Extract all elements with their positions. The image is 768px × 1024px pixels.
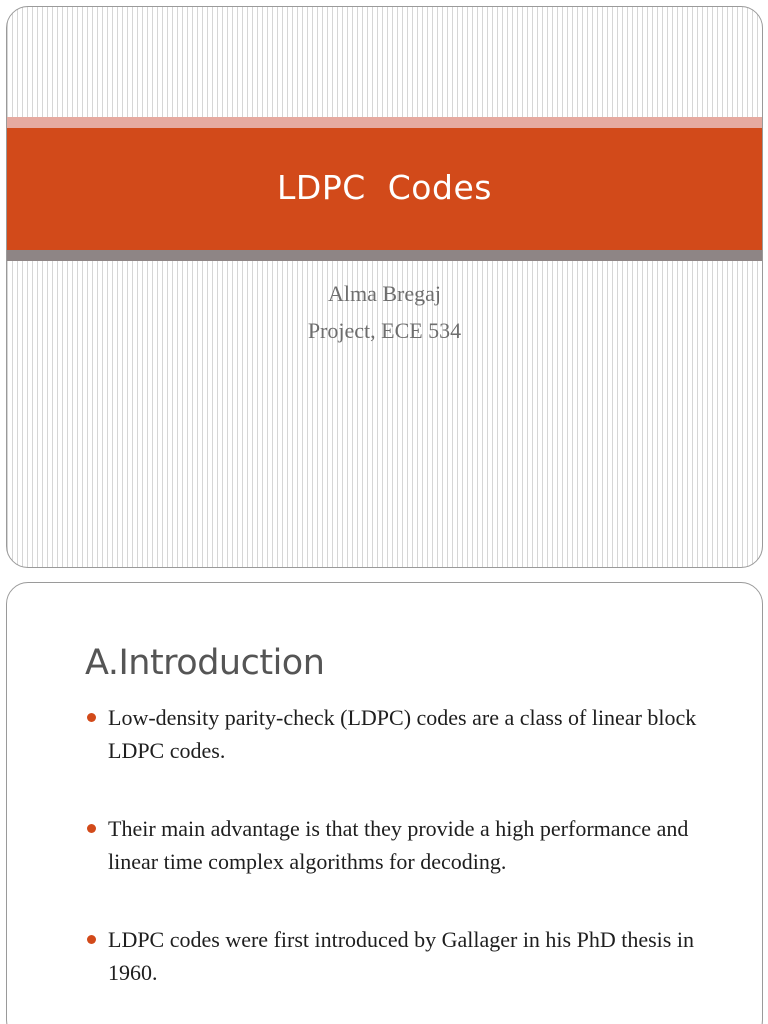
slide-title: LDPC Codes	[277, 167, 492, 207]
bullet-text: LDPC codes were first introduced by Gallager in his PhD thesis in 1960.	[108, 927, 694, 985]
bullet-dot-icon	[87, 935, 96, 944]
section-heading: A.Introduction	[85, 643, 325, 683]
bullet-item	[85, 923, 735, 989]
subtitle-block	[7, 275, 762, 349]
bullet-text: Low-density parity-check (LDPC) codes are a class of linear block LDPC codes.	[108, 705, 697, 763]
bullet-text: Their main advantage is that they provide a high performance and linear time complex algorithms for decoding.	[108, 816, 689, 874]
title-band	[7, 128, 762, 250]
introduction-slide	[6, 582, 763, 1024]
title-band-bottom-stripe	[7, 250, 762, 261]
author-name: Alma Bregaj	[327, 281, 442, 306]
title-band-top-stripe	[7, 117, 762, 128]
title-slide	[6, 6, 763, 568]
bullet-dot-icon	[87, 824, 96, 833]
project-subtitle: Project, ECE 534	[307, 318, 462, 343]
bullet-item	[85, 701, 735, 767]
bullet-item	[85, 812, 735, 878]
bullet-list	[85, 701, 735, 1024]
bullet-dot-icon	[87, 713, 96, 722]
